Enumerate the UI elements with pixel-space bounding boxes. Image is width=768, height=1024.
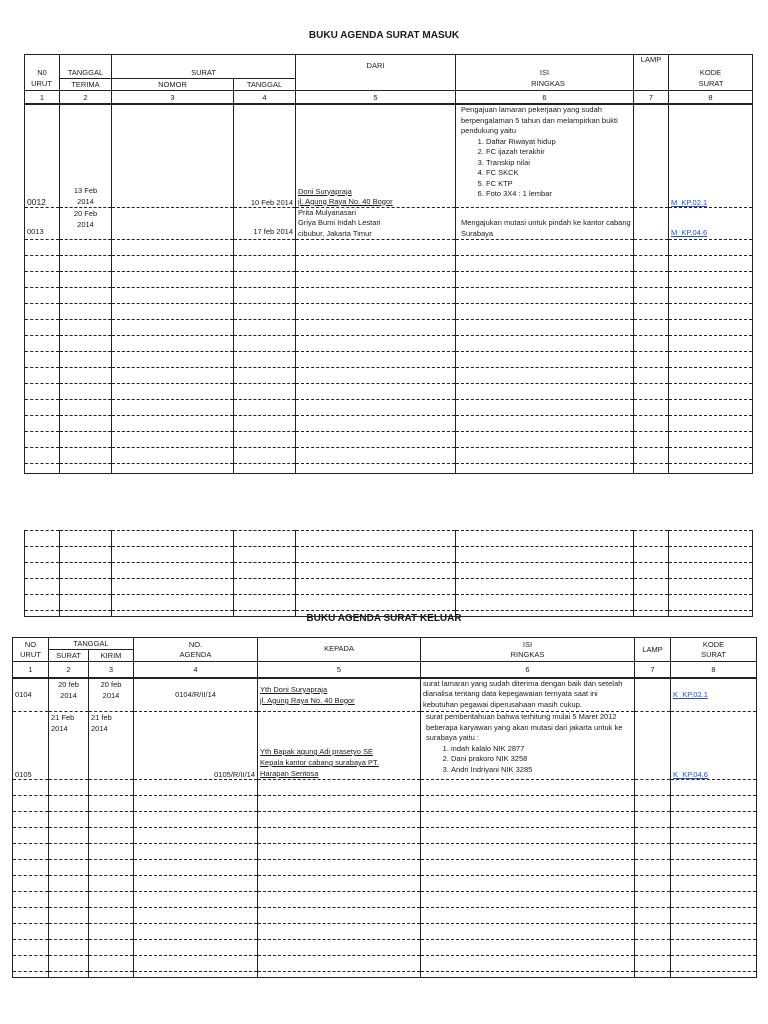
kode-surat-link[interactable]: K_KP.04.6 — [673, 770, 708, 779]
cell-tgl-surat: 10 Feb 2014 — [234, 104, 296, 207]
cell-dari-address: jl. Agung Raya No. 40 Bogor — [298, 196, 393, 206]
surat-keluar-table — [12, 637, 757, 978]
col-number: 7 — [634, 91, 669, 105]
col-number: 2 — [60, 91, 112, 105]
col-number: 5 — [258, 662, 421, 678]
kode-surat-link[interactable]: M_KP.04.6 — [671, 228, 708, 237]
cell-kepada-name: Yth Bapak agung Adi prasetyo SE — [260, 747, 374, 756]
table-row — [13, 892, 757, 908]
cell-nomor — [112, 207, 234, 240]
header-kode: KODE — [702, 639, 725, 649]
table-row — [25, 432, 753, 448]
header-tanggal: TANGGAL — [67, 68, 104, 77]
header-kode: KODE — [699, 67, 722, 77]
cell-nomor — [112, 104, 234, 207]
table-row — [13, 812, 757, 828]
surat-masuk-continuation-table — [24, 530, 753, 617]
cell-tgl-terima: 20 Feb — [73, 208, 98, 218]
header-surat: SURAT — [49, 650, 89, 662]
cell-dari-address: Griya Bumi Indah Lestari — [298, 218, 381, 227]
cell-kepada-name: Yth Doni Suryapraja — [260, 684, 328, 694]
table-row — [25, 368, 753, 384]
cell-tgl-kirim: 20 feb — [100, 679, 122, 689]
header-kirim: KIRIM — [89, 650, 134, 662]
surat-masuk-table — [24, 54, 753, 474]
kode-surat-link[interactable]: K_KP.02.1 — [673, 690, 708, 700]
col-number: 5 — [296, 91, 456, 105]
cell-kepada-company: Harapan Sentosa — [260, 769, 319, 778]
cell-tgl-kirim-year: 2014 — [91, 724, 108, 733]
table-row — [13, 860, 757, 876]
table-row — [13, 908, 757, 924]
table-row — [13, 712, 757, 780]
cell-tgl-terima: 13 Feb — [73, 185, 98, 195]
header-kode-surat: SURAT — [698, 79, 724, 88]
header-lamp: LAMP — [634, 55, 669, 91]
cell-tgl-surat: 17 feb 2014 — [234, 207, 296, 240]
table-row — [13, 972, 757, 978]
header-tanggal: TANGGAL — [49, 638, 134, 650]
col-number: 3 — [112, 91, 234, 105]
header-surat: SURAT — [112, 55, 296, 79]
cell-dari-name: Doni Suryapraja — [298, 186, 352, 196]
col-number: 6 — [456, 91, 634, 105]
header-nomor: NOMOR — [112, 79, 234, 91]
table-row — [13, 924, 757, 940]
table-row — [25, 207, 753, 240]
table-row — [25, 547, 753, 563]
table-row — [25, 416, 753, 432]
table-row — [25, 240, 753, 256]
cell-tgl-surat-year: 2014 — [51, 724, 68, 733]
header-isi: ISI — [522, 639, 533, 649]
cell-dari-city: cibubur, Jakarta Timur — [298, 228, 372, 238]
table-row — [25, 336, 753, 352]
table-row — [25, 579, 753, 595]
cell-kepada-position: Kepala kantor cabang surabaya PT. — [260, 758, 379, 767]
list-item: 2. Dani prakoro NIK 3258 — [451, 754, 632, 765]
cell-agenda: 0105/R/II/14 — [134, 712, 258, 780]
table-row — [25, 104, 753, 207]
cell-tgl-terima-year: 2014 — [77, 196, 94, 206]
cell-tgl-kirim: 21 feb — [91, 713, 112, 722]
list-item: 3. Andri Indriyani NIK 3285 — [451, 765, 632, 776]
table-row — [25, 304, 753, 320]
cell-isi: Mengajukan mutasi untuk pindah ke kantor cabang Surabaya — [456, 207, 634, 240]
cell-tgl-surat: 21 Feb — [51, 713, 75, 722]
col-number: 1 — [13, 662, 49, 678]
header-no-agenda: NO. — [188, 639, 203, 649]
table-row — [25, 288, 753, 304]
header-ringkas: RINGKAS — [510, 649, 545, 659]
col-number: 2 — [49, 662, 89, 678]
header-agenda: AGENDA — [179, 649, 212, 659]
table-row — [25, 563, 753, 579]
table-row — [13, 780, 757, 796]
cell-isi-intro: Pengajuan lamaran pekerjaan yang sudah berpengalaman 5 tahun dan melampirkan bukti pendukung yaitu — [461, 105, 618, 135]
table-row — [13, 876, 757, 892]
cell-no: 0104 — [13, 678, 49, 712]
list-item: 5. FC KTP — [486, 179, 631, 190]
table-row — [13, 940, 757, 956]
header-kepada: KEPADA — [258, 638, 421, 662]
cell-tgl-kirim-year: 2014 — [102, 690, 120, 700]
cell-no: 0013 — [25, 207, 60, 240]
table-row — [13, 844, 757, 860]
cell-lamp — [634, 104, 669, 207]
col-number: 3 — [89, 662, 134, 678]
page-title-surat-keluar: BUKU AGENDA SURAT KELUAR — [306, 613, 462, 624]
cell-lamp — [635, 712, 671, 780]
cell-dari-name: Prita Mulyanasari — [298, 207, 356, 217]
table-row — [25, 320, 753, 336]
header-dari: DARI — [296, 55, 456, 91]
cell-agenda: 0104/R/II/14 — [134, 678, 258, 712]
cell-isi-list — [458, 137, 631, 200]
header-lamp: LAMP — [635, 638, 671, 662]
col-number: 1 — [25, 91, 60, 105]
table-row — [25, 256, 753, 272]
col-number: 7 — [635, 662, 671, 678]
cell-no: 0012 — [25, 104, 60, 207]
cell-tgl-terima-year: 2014 — [77, 219, 94, 229]
cell-isi-intro: surat pemberitahuan bahwa terhitung mulai 5 Maret 2012 beberapa karyawan yang akan mutasi dari jakarta untuk ke surabaya yaitu : — [426, 712, 623, 742]
cell-isi-list — [423, 744, 632, 776]
col-number: 8 — [671, 662, 757, 678]
table-row — [13, 828, 757, 844]
header-tanggal-surat: TANGGAL — [234, 79, 296, 91]
cell-isi: surat lamaran yang sudah diterima dengan baik dan setelah dianalisa tentang data kepegawaian ternyata saat ini kebutuhan pegawai diperusahaan masih cukup. — [421, 678, 635, 712]
cell-tgl-surat: 20 feb — [58, 679, 79, 689]
header-terima: TERIMA — [60, 79, 112, 91]
table-row — [25, 352, 753, 368]
cell-kepada-address: jl. Agung Raya No. 40 Bogor — [260, 695, 355, 705]
header-ringkas: RINGKAS — [531, 79, 565, 88]
table-row — [25, 384, 753, 400]
cell-tgl-surat-year: 2014 — [60, 690, 77, 700]
list-item: 1. indah kalalo NIK 2877 — [451, 744, 632, 755]
table-row — [25, 531, 753, 547]
list-item: 3. Transkip nilai — [486, 158, 631, 169]
kode-surat-link[interactable]: M_KP.02.1 — [671, 197, 708, 207]
header-urut: URUT — [20, 649, 41, 659]
list-item: 4. FC SKCK — [486, 168, 631, 179]
table-row — [13, 796, 757, 812]
table-row — [25, 448, 753, 464]
col-number: 6 — [421, 662, 635, 678]
col-number: 8 — [669, 91, 753, 105]
table-row — [13, 956, 757, 972]
list-item: 6. Foto 3X4 : 1 lembar — [486, 189, 631, 200]
col-number: 4 — [234, 91, 296, 105]
table-row — [25, 272, 753, 288]
header-urut: URUT — [31, 79, 52, 88]
table-row — [25, 400, 753, 416]
list-item: 2. FC ijazah terakhir — [486, 147, 631, 158]
list-item: 1. Daftar Riwayat hidup — [486, 137, 631, 148]
page-title-surat-masuk: BUKU AGENDA SURAT MASUK — [308, 30, 460, 41]
table-row — [25, 595, 753, 611]
header-no: NO — [24, 639, 37, 649]
header-isi: ISI — [539, 67, 550, 77]
cell-lamp — [634, 207, 669, 240]
col-number: 4 — [134, 662, 258, 678]
cell-lamp — [635, 678, 671, 712]
table-row — [25, 464, 753, 474]
header-kode-surat: SURAT — [701, 649, 726, 659]
table-row — [13, 678, 757, 712]
cell-no: 0105 — [13, 712, 49, 780]
header-no: N0 — [37, 67, 47, 77]
